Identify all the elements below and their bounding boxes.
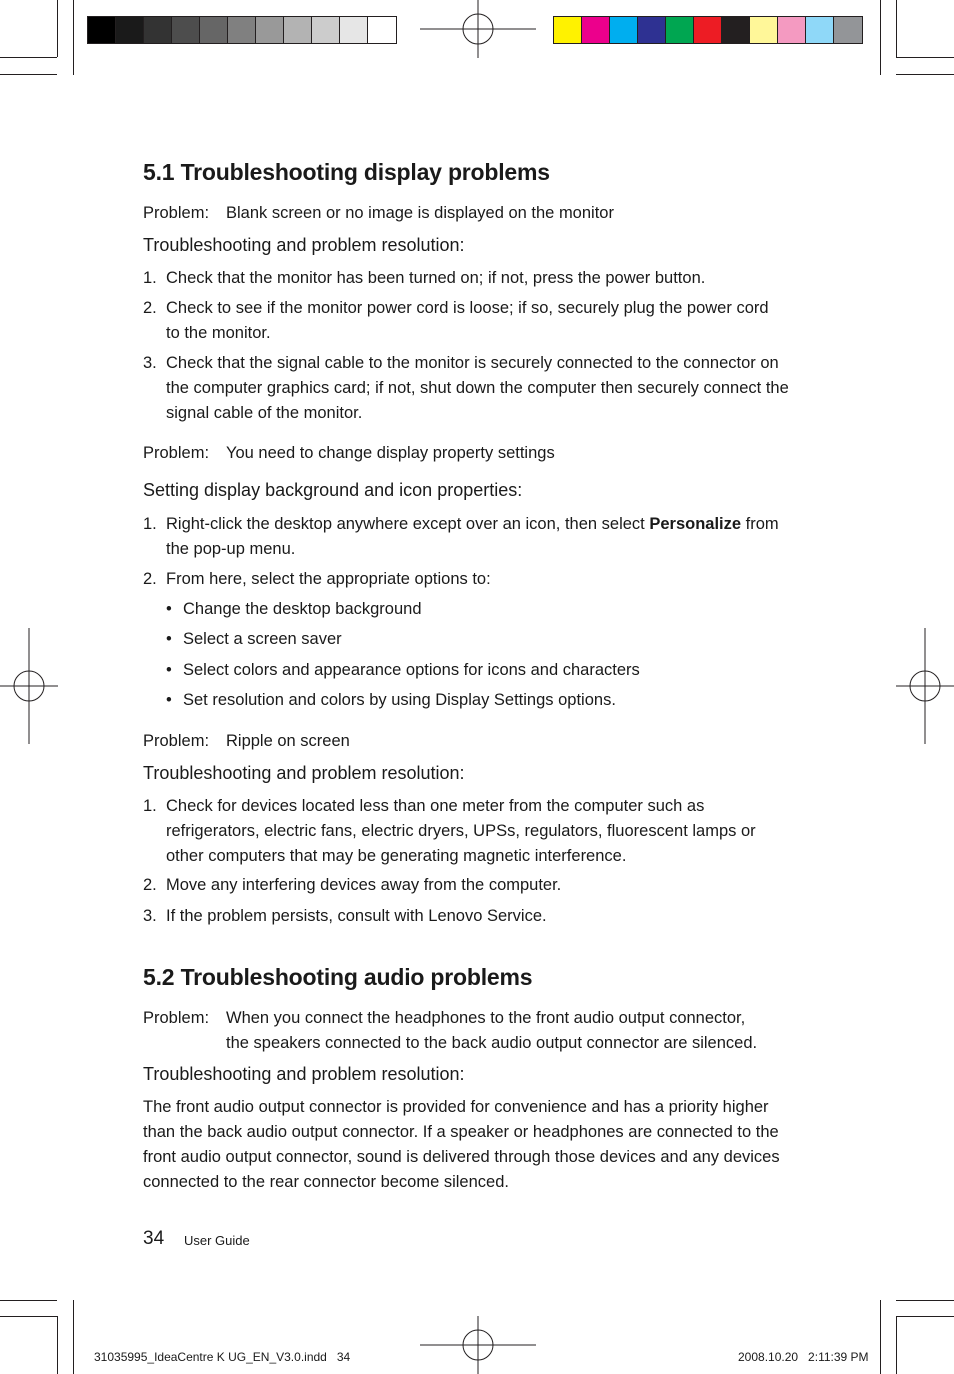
crop-mark [57, 1316, 58, 1374]
crop-mark [73, 0, 74, 75]
problem-label: Problem: [143, 1009, 210, 1027]
subheading: Setting display background and icon properties: [143, 480, 523, 500]
crop-mark [880, 0, 881, 75]
problem-label: Problem: [143, 204, 210, 222]
color-swatch [666, 17, 694, 43]
registration-mark-icon [420, 1316, 536, 1374]
list-text: Check for devices located less than one meter from the computer such as refrigerators, electric fans, electric dryers, UPSs, regulators, fluorescent lamps or other computers that may be generating magnetic interference. [166, 797, 756, 865]
bullet-icon: • [166, 661, 172, 679]
list-number: 1. [143, 797, 157, 815]
color-swatch [312, 17, 340, 43]
color-swatch [554, 17, 582, 43]
crop-mark [896, 0, 897, 57]
color-swatch [750, 17, 778, 43]
bullet-icon: • [166, 600, 172, 618]
list-item [143, 266, 793, 291]
bullet-text: Set resolution and colors by using Display Settings options. [183, 691, 616, 709]
problem-text: the speakers connected to the back audio output connector are silenced. [226, 1034, 758, 1052]
list-text: Check that the monitor has been turned on; if not, press the power button. [166, 269, 706, 287]
page-number: 34 [143, 1228, 165, 1249]
color-swatch [722, 17, 750, 43]
problem-text: You need to change display property settings [226, 444, 555, 462]
color-swatch-bar [553, 16, 863, 44]
list-number: 2. [143, 570, 157, 588]
section-title-display: 5.1 Troubleshooting display problems [143, 159, 550, 185]
bullet-icon: • [166, 630, 172, 648]
color-swatch [834, 17, 862, 43]
list-text [166, 512, 793, 562]
section-title-audio: 5.2 Troubleshooting audio problems [143, 964, 533, 990]
registration-mark-icon [0, 628, 58, 744]
slug-date: 2008.10.20 2:11:39 PM [738, 1350, 869, 1364]
bullet-item [166, 658, 640, 683]
color-swatch [200, 17, 228, 43]
menu-item-name: Personalize [649, 515, 742, 533]
color-swatch [638, 17, 666, 43]
problem-text: When you connect the headphones to the front audio output connector, [226, 1009, 746, 1027]
crop-mark [0, 57, 57, 58]
problem-text: Ripple on screen [226, 732, 350, 750]
list-number: 1. [143, 515, 157, 533]
list-text: Check that the signal cable to the monitor is securely connected to the connector on the computer graphics card; if not, shut down the computer then securely connect the signal cable of the monitor. [166, 354, 789, 422]
crop-mark [57, 0, 58, 57]
list-text: Check to see if the monitor power cord is loose; if so, securely plug the power cord to the monitor. [166, 299, 769, 342]
problem-text: Blank screen or no image is displayed on the monitor [226, 204, 614, 222]
paragraph: The front audio output connector is provided for convenience and has a priority higher than the back audio output connector. If a speaker or headphones are connected to the front audio output connector, sound is delivered through those devices and any devices connected to the rear connector become silenced. [143, 1098, 780, 1191]
problem-statement [143, 204, 614, 223]
problem-statement-continued [226, 1034, 757, 1053]
crop-mark [0, 74, 57, 75]
subheading: Troubleshooting and problem resolution: [143, 763, 465, 783]
color-swatch [116, 17, 144, 43]
crop-mark [896, 1316, 954, 1317]
list-text: If the problem persists, consult with Lenovo Service. [166, 907, 547, 925]
color-swatch [144, 17, 172, 43]
color-swatch [340, 17, 368, 43]
list-number: 2. [143, 876, 157, 894]
list-number: 2. [143, 299, 157, 317]
list-item [143, 351, 793, 426]
problem-statement [143, 444, 555, 463]
list-number: 3. [143, 354, 157, 372]
gray-swatch-bar [87, 16, 397, 44]
color-swatch [88, 17, 116, 43]
color-swatch [284, 17, 312, 43]
color-swatch [778, 17, 806, 43]
crop-mark [896, 74, 954, 75]
bullet-icon: • [166, 691, 172, 709]
list-number: 3. [143, 907, 157, 925]
bullet-text: Select a screen saver [183, 630, 342, 648]
slug-file: 31035995_IdeaCentre K UG_EN_V3.0.indd 34 [94, 1350, 351, 1364]
problem-label: Problem: [143, 444, 210, 462]
subheading: Troubleshooting and problem resolution: [143, 1064, 465, 1084]
subheading: Troubleshooting and problem resolution: [143, 235, 465, 255]
registration-mark-icon [896, 628, 954, 744]
color-swatch [694, 17, 722, 43]
color-swatch [368, 17, 396, 43]
list-text-part: from the pop-up menu. [166, 515, 779, 558]
list-text-part: Right-click the desktop anywhere except over an icon, then select [166, 515, 645, 533]
bullet-item [166, 688, 616, 713]
problem-statement [143, 1009, 746, 1028]
list-item [143, 873, 793, 898]
crop-mark [896, 1316, 897, 1374]
bullet-item [166, 627, 342, 652]
color-swatch [228, 17, 256, 43]
list-item [143, 296, 783, 346]
footer-label: User Guide [184, 1233, 250, 1248]
color-swatch [172, 17, 200, 43]
bullet-text: Select colors and appearance options for icons and characters [183, 661, 640, 679]
list-number: 1. [143, 269, 157, 287]
color-swatch [610, 17, 638, 43]
color-swatch [806, 17, 834, 43]
crop-mark [0, 1316, 57, 1317]
color-swatch [582, 17, 610, 43]
bullet-text: Change the desktop background [183, 600, 422, 618]
list-item [143, 512, 793, 562]
crop-mark [896, 57, 954, 58]
crop-mark [880, 1300, 881, 1374]
crop-mark [896, 1300, 954, 1301]
bullet-item [166, 597, 422, 622]
crop-mark [73, 1300, 74, 1374]
registration-mark-icon [420, 0, 536, 58]
list-text: Move any interfering devices away from the computer. [166, 876, 562, 894]
problem-statement [143, 732, 350, 751]
color-swatch [256, 17, 284, 43]
list-text: From here, select the appropriate options to: [166, 570, 491, 588]
list-item [143, 794, 783, 869]
list-item [143, 904, 793, 929]
problem-label: Problem: [143, 732, 210, 750]
list-item [143, 567, 793, 592]
crop-mark [0, 1300, 57, 1301]
